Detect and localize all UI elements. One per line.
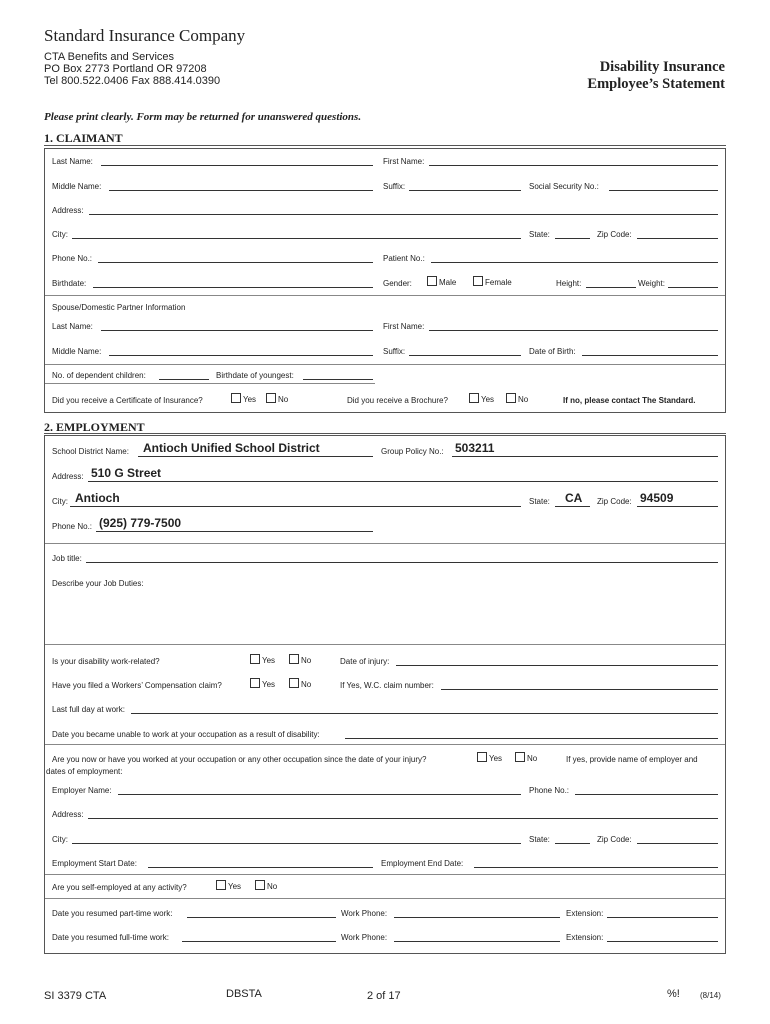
job-title-label: Job title: [52, 554, 82, 563]
brochure-yes-option[interactable] [469, 393, 494, 404]
full-time-field[interactable] [182, 932, 336, 942]
gender-female-option[interactable] [473, 276, 512, 287]
youngest-label: Birthdate of youngest: [216, 371, 294, 380]
form-id: SI 3379 CTA [44, 990, 107, 1002]
emp-city-label: City: [52, 497, 68, 506]
spouse-first-name-label: First Name: [383, 322, 425, 331]
full-time-extension-label: Extension: [566, 933, 604, 942]
contact-note: If no, please contact The Standard. [563, 396, 696, 405]
checkbox-icon[interactable] [469, 393, 479, 403]
weight-field[interactable] [668, 278, 718, 288]
worked-question: Are you now or have you worked at your occupation or any other occupation since the date of your injury? [52, 755, 427, 764]
emp-state-value: CA [565, 491, 583, 505]
patient-field[interactable] [431, 253, 718, 263]
checkbox-icon[interactable] [289, 654, 299, 664]
brochure-no-option[interactable] [506, 393, 528, 404]
female-label: Female [485, 278, 512, 287]
part-time-work-phone-field[interactable] [394, 908, 560, 918]
suffix-field[interactable] [409, 181, 521, 191]
yes-label: Yes [481, 395, 495, 404]
section-claimant-heading: 1. CLAIMANT [44, 131, 123, 145]
full-time-work-phone-field[interactable] [394, 932, 560, 942]
checkbox-icon[interactable] [250, 654, 260, 664]
spouse-middle-name-label: Middle Name: [52, 347, 102, 356]
mailing-address: PO Box 2773 Portland OR 97208 [44, 63, 207, 75]
checkbox-icon[interactable] [216, 880, 226, 890]
checkbox-icon[interactable] [231, 393, 241, 403]
employer-phone-field[interactable] [575, 785, 718, 795]
phone-label: Phone No.: [52, 254, 93, 263]
height-label: Height: [556, 279, 582, 288]
wc-number-label: If Yes, W.C. claim number: [340, 681, 434, 690]
yes-label: Yes [262, 680, 276, 689]
employer-zip-field[interactable] [637, 834, 718, 844]
gender-label: Gender: [383, 279, 412, 288]
gender-male-option[interactable] [427, 276, 456, 287]
height-field[interactable] [586, 278, 636, 288]
row-divider [45, 364, 725, 365]
job-duties-field[interactable] [48, 592, 718, 642]
emp-city-value: Antioch [75, 491, 120, 505]
ssn-label: Social Security No.: [529, 182, 599, 191]
checkbox-icon[interactable] [427, 276, 437, 286]
footer-mark: %! [667, 988, 680, 1000]
birthdate-field[interactable] [93, 278, 373, 288]
emp-phone-value: (925) 779-7500 [99, 516, 182, 530]
part-time-label: Date you resumed part-time work: [52, 909, 173, 918]
checkbox-icon[interactable] [473, 276, 483, 286]
last-day-field[interactable] [131, 704, 718, 714]
wc-claim-question: Have you filed a Workers’ Compensation claim? [52, 681, 222, 690]
unable-date-label: Date you became unable to work at your occupation as a result of disability: [52, 730, 320, 739]
spouse-heading: Spouse/Domestic Partner Information [52, 303, 186, 312]
last-day-label: Last full day at work: [52, 705, 125, 714]
wc-no-option[interactable] [289, 678, 311, 689]
address-field[interactable] [89, 205, 718, 215]
spouse-first-name-field[interactable] [429, 321, 718, 331]
spouse-last-name-field[interactable] [101, 321, 373, 331]
worked-question-cont: dates of employment: [46, 767, 123, 776]
checkbox-icon[interactable] [515, 752, 525, 762]
worked-yes-option[interactable] [477, 752, 502, 763]
instructions-note: Please print clearly. Form may be returned for unanswered questions. [44, 111, 362, 123]
city-field[interactable] [72, 229, 521, 239]
employer-city-field[interactable] [72, 834, 521, 844]
youngest-field[interactable] [303, 370, 373, 380]
spouse-dob-label: Date of Birth: [529, 347, 576, 356]
middle-name-label: Middle Name: [52, 182, 102, 191]
self-employed-yes-option[interactable] [216, 880, 241, 891]
yes-label: Yes [489, 754, 503, 763]
emp-state-label: State: [529, 497, 550, 506]
spouse-middle-name-field[interactable] [109, 346, 373, 356]
employment-box [44, 435, 726, 954]
checkbox-icon[interactable] [506, 393, 516, 403]
row-divider [45, 295, 725, 296]
dependents-field[interactable] [159, 370, 209, 380]
last-name-label: Last Name: [52, 157, 93, 166]
emp-zip-label: Zip Code: [597, 497, 632, 506]
employer-state-field[interactable] [555, 834, 590, 844]
no-label: No [301, 656, 312, 665]
birthdate-label: Birthdate: [52, 279, 87, 288]
state-label: State: [529, 230, 550, 239]
checkbox-icon[interactable] [289, 678, 299, 688]
emp-address-label: Address: [52, 472, 84, 481]
male-label: Male [439, 278, 457, 287]
no-label: No [527, 754, 538, 763]
form-code: DBSTA [226, 988, 262, 1000]
emp-phone-label: Phone No.: [52, 522, 93, 531]
full-time-work-phone-label: Work Phone: [341, 933, 388, 942]
checkbox-icon[interactable] [266, 393, 276, 403]
row-divider [45, 383, 375, 384]
section-divider [44, 145, 726, 146]
patient-label: Patient No.: [383, 254, 425, 263]
self-employed-question: Are you self-employed at any activity? [52, 883, 187, 892]
row-divider [45, 644, 725, 645]
district-value: Antioch Unified School District [143, 441, 320, 455]
employer-zip-label: Zip Code: [597, 835, 632, 844]
no-label: No [518, 395, 529, 404]
brochure-question: Did you receive a Brochure? [347, 396, 448, 405]
emp-address-value: 510 G Street [91, 466, 162, 480]
start-date-label: Employment Start Date: [52, 859, 137, 868]
employer-address-field[interactable] [88, 809, 718, 819]
yes-label: Yes [228, 882, 242, 891]
checkbox-icon[interactable] [250, 678, 260, 688]
no-label: No [301, 680, 312, 689]
end-date-label: Employment End Date: [381, 859, 464, 868]
form-title-line1: Disability Insurance [599, 59, 725, 75]
checkbox-icon[interactable] [477, 752, 487, 762]
spouse-suffix-label: Suffix: [383, 347, 406, 356]
first-name-label: First Name: [383, 157, 425, 166]
emp-city-field[interactable] [70, 492, 521, 507]
section-employment-heading: 2. EMPLOYMENT [44, 420, 145, 434]
full-time-extension-field[interactable] [607, 932, 718, 942]
section-divider [44, 433, 726, 434]
employer-phone-label: Phone No.: [529, 786, 570, 795]
revision-date: (8/14) [700, 991, 721, 1000]
suffix-label: Suffix: [383, 182, 406, 191]
job-title-field[interactable] [86, 553, 718, 563]
certificate-question: Did you receive a Certificate of Insurance? [52, 396, 203, 405]
company-name: Standard Insurance Company [44, 26, 246, 45]
worked-no-option[interactable] [515, 752, 537, 763]
certificate-yes-option[interactable] [231, 393, 256, 404]
middle-name-field[interactable] [109, 181, 373, 191]
if-yes-note: If yes, provide name of employer and [566, 755, 698, 764]
employer-address-label: Address: [52, 810, 84, 819]
wc-number-field[interactable] [441, 680, 718, 690]
injury-date-field[interactable] [396, 656, 718, 666]
weight-label: Weight: [638, 279, 665, 288]
work-related-yes-option[interactable] [250, 654, 275, 665]
end-date-field[interactable] [474, 858, 718, 868]
last-name-field[interactable] [101, 156, 373, 166]
injury-date-label: Date of injury: [340, 657, 390, 666]
employer-name-label: Employer Name: [52, 786, 112, 795]
spouse-last-name-label: Last Name: [52, 322, 93, 331]
policy-value: 503211 [455, 441, 495, 455]
certificate-no-option[interactable] [266, 393, 288, 404]
part-time-extension-label: Extension: [566, 909, 604, 918]
dept-name: CTA Benefits and Services [44, 51, 175, 63]
emp-address-field[interactable] [88, 467, 718, 482]
spouse-suffix-field[interactable] [409, 346, 521, 356]
employer-state-label: State: [529, 835, 550, 844]
no-label: No [278, 395, 289, 404]
part-time-field[interactable] [187, 908, 336, 918]
district-label: School District Name: [52, 447, 129, 456]
employer-name-field[interactable] [118, 785, 521, 795]
full-time-label: Date you resumed full-time work: [52, 933, 169, 942]
first-name-field[interactable] [429, 156, 718, 166]
address-label: Address: [52, 206, 84, 215]
ssn-field[interactable] [609, 181, 718, 191]
start-date-field[interactable] [148, 858, 373, 868]
checkbox-icon[interactable] [255, 880, 265, 890]
phone-field[interactable] [98, 253, 373, 263]
row-divider [45, 874, 725, 875]
row-divider [45, 543, 725, 544]
row-divider [45, 898, 725, 899]
state-field[interactable] [555, 229, 590, 239]
work-related-no-option[interactable] [289, 654, 311, 665]
dependents-label: No. of dependent children: [52, 371, 146, 380]
zip-label: Zip Code: [597, 230, 632, 239]
page-number: 2 of 17 [367, 990, 401, 1002]
zip-field[interactable] [637, 229, 718, 239]
wc-yes-option[interactable] [250, 678, 275, 689]
form-title-line2: Employee’s Statement [587, 76, 725, 92]
employer-city-label: City: [52, 835, 68, 844]
self-employed-no-option[interactable] [255, 880, 277, 891]
policy-label: Group Policy No.: [381, 447, 444, 456]
row-divider [45, 744, 725, 745]
yes-label: Yes [262, 656, 276, 665]
unable-date-field[interactable] [345, 729, 718, 739]
spouse-dob-field[interactable] [582, 346, 718, 356]
city-label: City: [52, 230, 68, 239]
emp-zip-value: 94509 [640, 491, 674, 505]
no-label: No [267, 882, 278, 891]
yes-label: Yes [243, 395, 257, 404]
part-time-extension-field[interactable] [607, 908, 718, 918]
part-time-work-phone-label: Work Phone: [341, 909, 388, 918]
work-related-question: Is your disability work-related? [52, 657, 160, 666]
phone-fax: Tel 800.522.0406 Fax 888.414.0390 [44, 75, 221, 87]
job-duties-label: Describe your Job Duties: [52, 579, 144, 588]
